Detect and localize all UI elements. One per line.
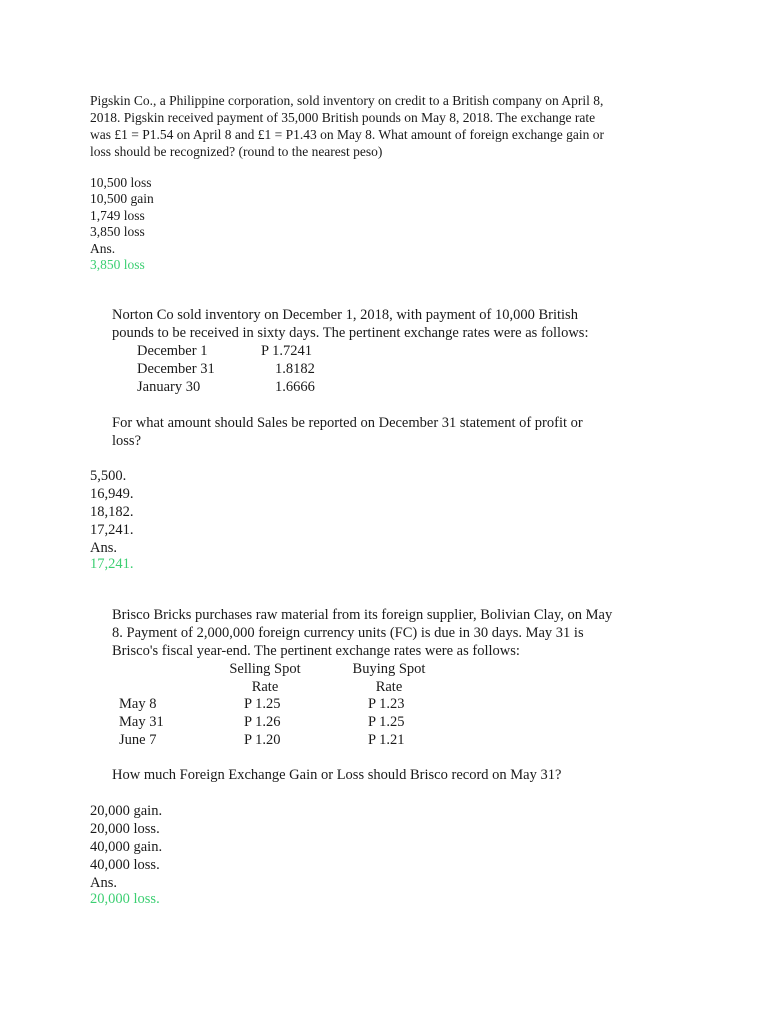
q2-line: Norton Co sold inventory on December 1, 2018, with payment of 10,000 British <box>112 307 578 323</box>
q3-ans-label: Ans. <box>90 875 117 891</box>
q2-option-c: 18,182. <box>90 504 134 520</box>
q3-question: How much Foreign Exchange Gain or Loss should Brisco record on May 31? <box>112 767 562 783</box>
q3-header-buying-rate: Rate <box>375 679 403 695</box>
q2-option-d: 17,241. <box>90 522 134 538</box>
q2-rate-date: December 31 <box>137 361 215 377</box>
q3-line: Brisco's fiscal year-end. The pertinent exchange rates were as follows: <box>112 643 520 659</box>
q1-option-b: 10,500 gain <box>90 191 154 206</box>
q3-row-date: May 31 <box>119 714 164 730</box>
q2-answer: 17,241. <box>90 556 134 572</box>
q3-line: Brisco Bricks purchases raw material from its foreign supplier, Bolivian Clay, on May <box>112 607 613 623</box>
q3-option-b: 20,000 loss. <box>90 821 160 837</box>
q2-line: pounds to be received in sixty days. The pertinent exchange rates were as follows: <box>112 325 589 341</box>
q2-option-a: 5,500. <box>90 468 127 484</box>
q2-rate-value: P 1.7241 <box>261 343 313 359</box>
q3-row-date: June 7 <box>119 732 157 748</box>
q2-question-line: For what amount should Sales be reported on December 31 statement of profit or <box>112 415 583 431</box>
q2-rate-value: 1.8182 <box>275 361 315 377</box>
q2-rate-date: December 1 <box>137 343 208 359</box>
q3-row-buying: P 1.21 <box>368 732 405 748</box>
q3-answer: 20,000 loss. <box>90 891 160 907</box>
q2-ans-label: Ans. <box>90 540 117 556</box>
q3-option-c: 40,000 gain. <box>90 839 163 855</box>
q1-option-d: 3,850 loss <box>90 224 145 239</box>
q3-row-buying: P 1.25 <box>368 714 405 730</box>
q3-row-selling: P 1.20 <box>244 732 281 748</box>
q1-line: 2018. Pigskin received payment of 35,000 British pounds on May 8, 2018. The exchange rate <box>90 110 596 125</box>
q1-line: was £1 = P1.54 on April 8 and £1 = P1.43 on May 8. What amount of foreign exchange gain or <box>90 127 605 142</box>
q2-question-line: loss? <box>112 433 141 449</box>
q1-option-c: 1,749 loss <box>90 208 145 223</box>
q1-option-a: 10,500 loss <box>90 175 152 190</box>
q3-row-selling: P 1.25 <box>244 696 281 712</box>
q2-rate-value: 1.6666 <box>275 379 315 395</box>
q3-row-buying: P 1.23 <box>368 696 405 712</box>
q2-rate-date: January 30 <box>137 379 201 395</box>
q3-row-selling: P 1.26 <box>244 714 281 730</box>
q3-option-a: 20,000 gain. <box>90 803 163 819</box>
q3-header-selling-rate: Rate <box>251 679 279 695</box>
q1-line: loss should be recognized? (round to the nearest peso) <box>90 144 383 159</box>
q1-ans-label: Ans. <box>90 241 116 256</box>
q1-answer: 3,850 loss <box>90 257 145 272</box>
q1-line: Pigskin Co., a Philippine corporation, sold inventory on credit to a British company on April 8, <box>90 93 604 108</box>
q2-option-b: 16,949. <box>90 486 134 502</box>
q3-header-buying: Buying Spot <box>352 661 426 677</box>
q3-header-selling: Selling Spot <box>229 661 301 677</box>
q3-line: 8. Payment of 2,000,000 foreign currency units (FC) is due in 30 days. May 31 is <box>112 625 584 641</box>
q3-option-d: 40,000 loss. <box>90 857 160 873</box>
q3-row-date: May 8 <box>119 696 157 712</box>
